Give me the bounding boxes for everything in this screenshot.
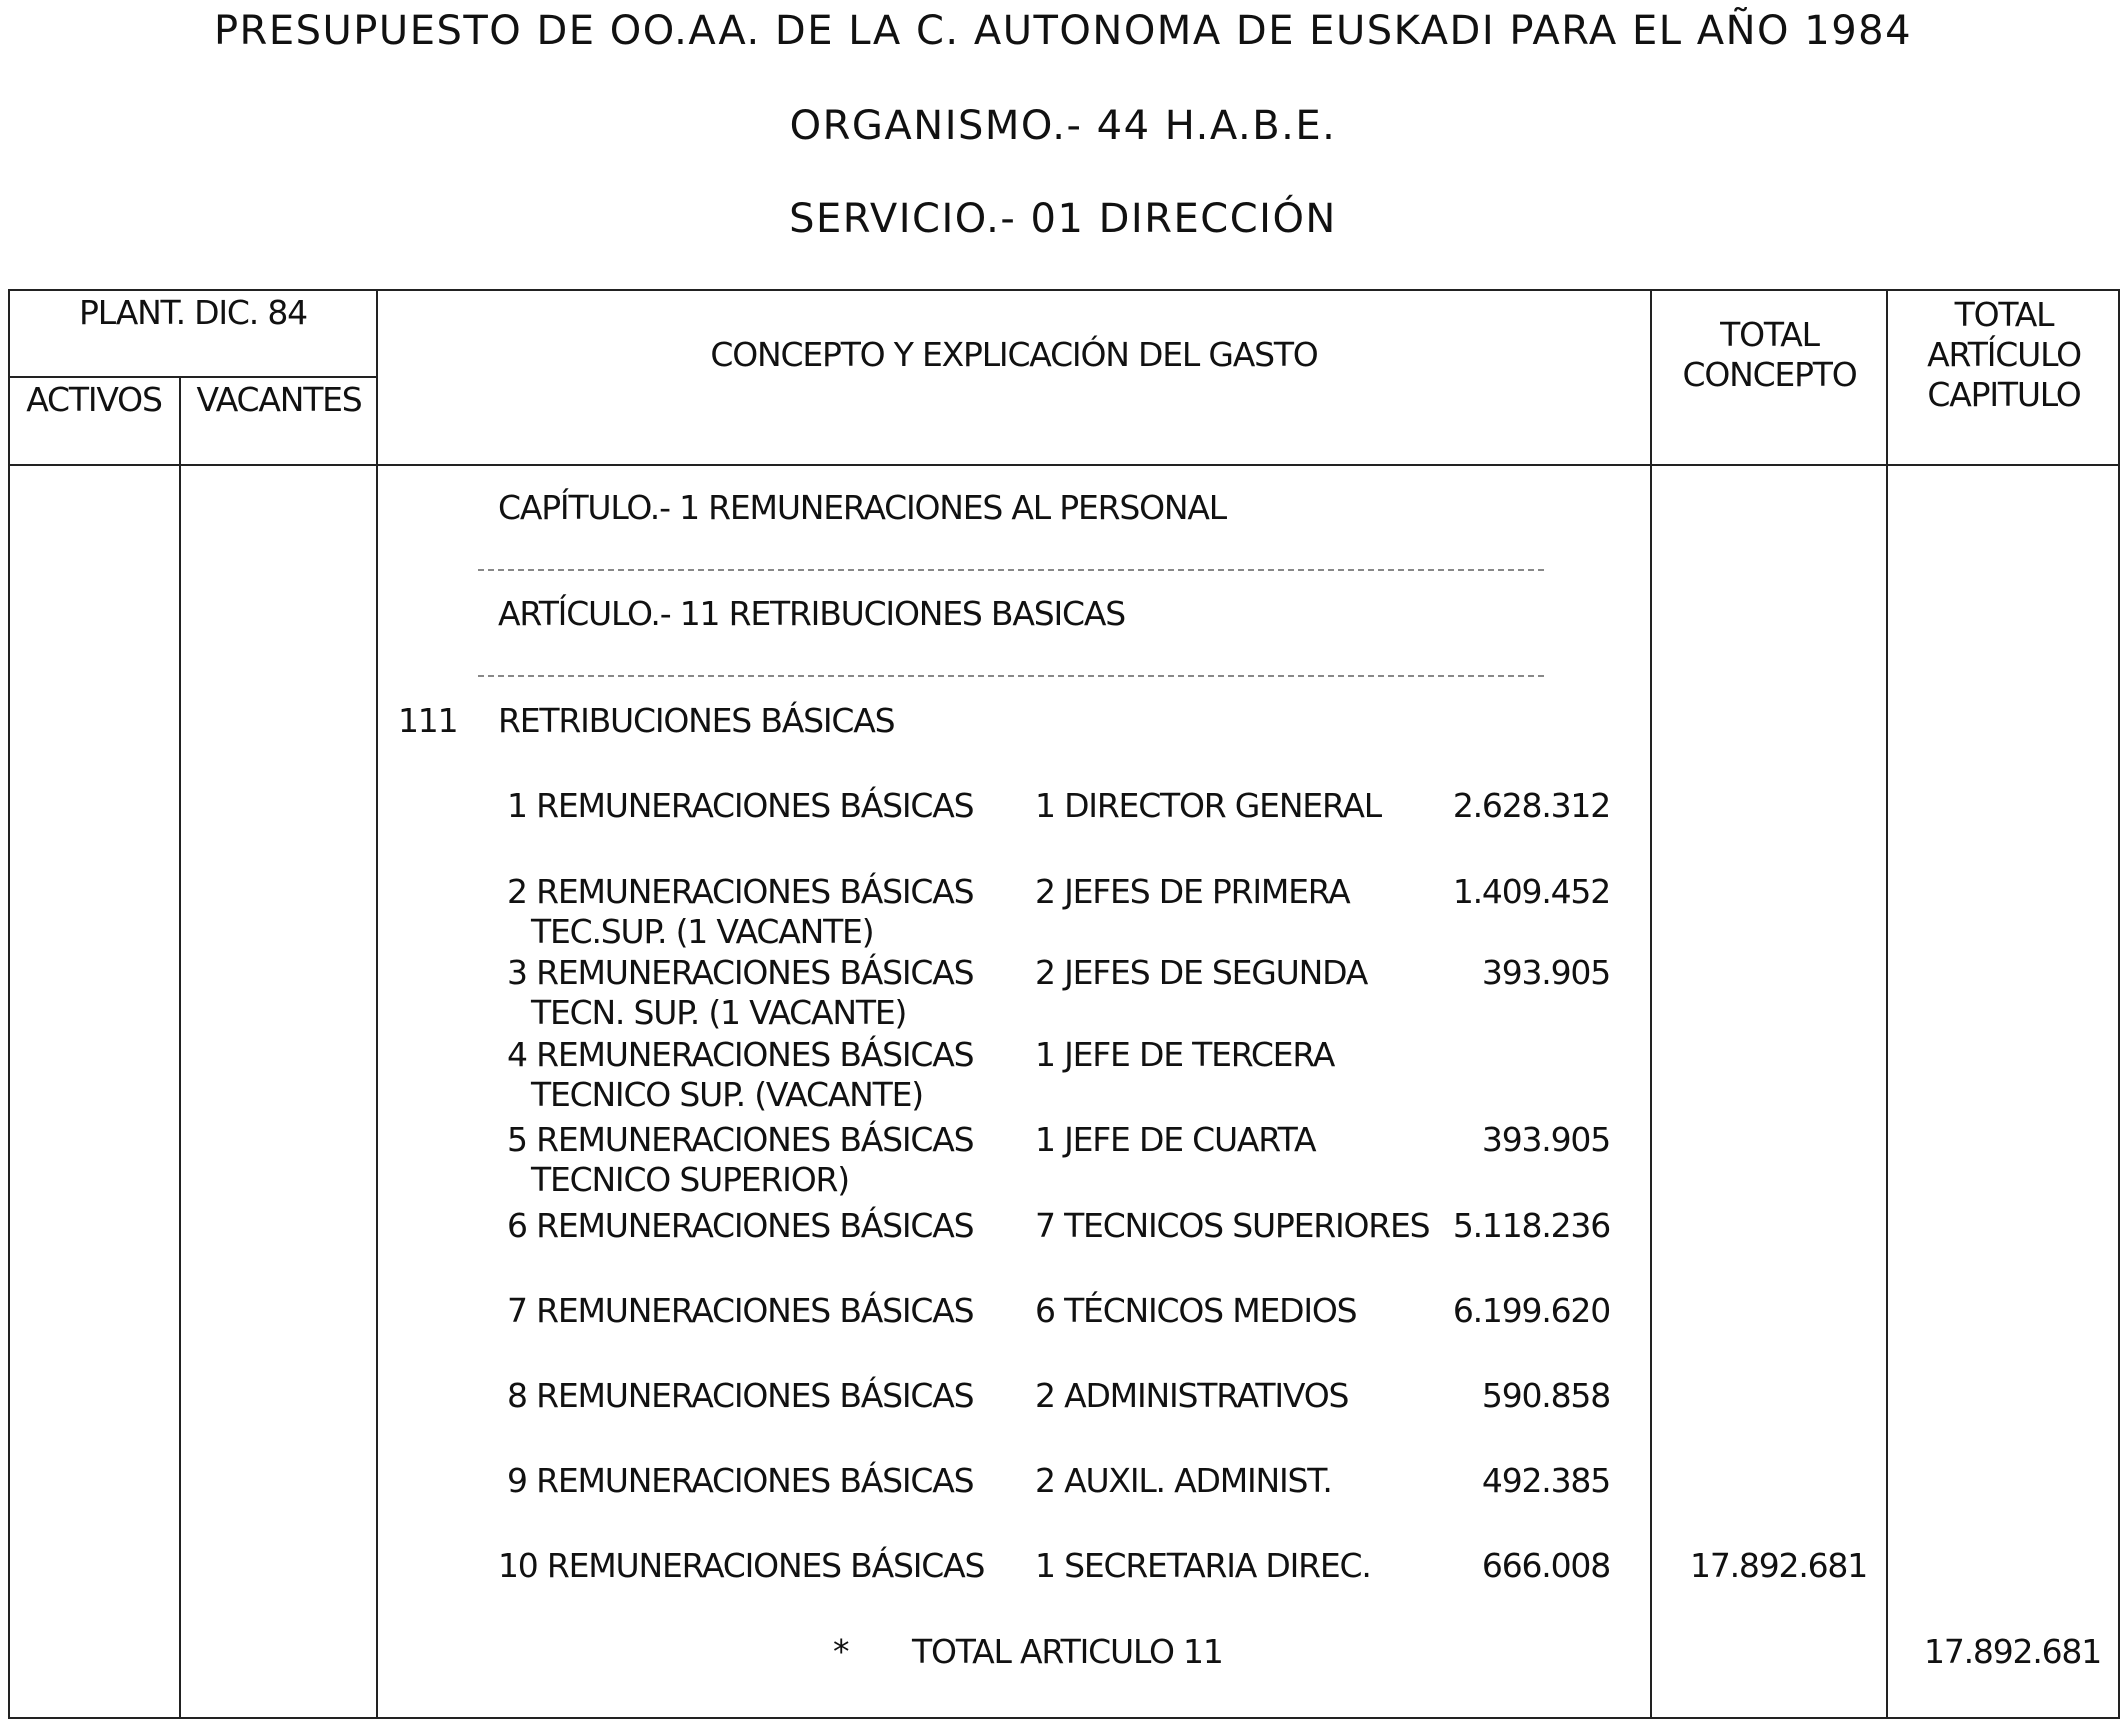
item-amount: 492.385 xyxy=(1481,1461,1610,1500)
item-description: 9 REMUNERACIONES BÁSICAS xyxy=(507,1461,974,1500)
item-post: 7 TECNICOS SUPERIORES xyxy=(1035,1206,1430,1245)
item-amount: 666.008 xyxy=(1481,1546,1610,1585)
document-title: PRESUPUESTO DE OO.AA. DE LA C. AUTONOMA DE EUSKADI PARA EL AÑO 1984 xyxy=(213,8,1913,54)
item-description: 3 REMUNERACIONES BÁSICAS xyxy=(507,953,974,992)
vacantes-header: VACANTES xyxy=(196,380,362,419)
item-post: 2 AUXIL. ADMINIST. xyxy=(1035,1461,1332,1500)
item-amount: 5.118.236 xyxy=(1452,1206,1610,1245)
item-description: 7 REMUNERACIONES BÁSICAS xyxy=(507,1291,974,1330)
item-description: 1 REMUNERACIONES BÁSICAS xyxy=(507,786,974,825)
total-articulo-line: CAPITULO xyxy=(1927,375,2081,414)
item-post: 1 JEFE DE CUARTA xyxy=(1035,1120,1316,1159)
separator-dashed xyxy=(478,675,1544,677)
articulo-heading: ARTÍCULO.- 11 RETRIBUCIONES BASICAS xyxy=(498,594,1125,633)
item-amount: 1.409.452 xyxy=(1452,872,1610,911)
item-post: 1 DIRECTOR GENERAL xyxy=(1035,786,1381,825)
item-description: 4 REMUNERACIONES BÁSICAS xyxy=(507,1035,974,1074)
item-post: 6 TÉCNICOS MEDIOS xyxy=(1035,1291,1357,1330)
item-description-detail: TECN. SUP. (1 VACANTE) xyxy=(531,993,907,1032)
item-amount: 393.905 xyxy=(1481,1120,1610,1159)
item-amount: 2.628.312 xyxy=(1452,786,1610,825)
capitulo-heading: CAPÍTULO.- 1 REMUNERACIONES AL PERSONAL xyxy=(498,488,1226,527)
item-description: 5 REMUNERACIONES BÁSICAS xyxy=(507,1120,974,1159)
concepto-header: CONCEPTO Y EXPLICACIÓN DEL GASTO xyxy=(710,335,1318,374)
item-post: 2 JEFES DE PRIMERA xyxy=(1035,872,1350,911)
total-articulo-line: TOTAL xyxy=(1954,295,2054,334)
item-description: 2 REMUNERACIONES BÁSICAS xyxy=(507,872,974,911)
total-concepto-line: CONCEPTO xyxy=(1682,355,1857,394)
item-post: 2 ADMINISTRATIVOS xyxy=(1035,1376,1349,1415)
organismo-heading: ORGANISMO.- 44 H.A.B.E. xyxy=(789,103,1337,149)
total-articulo-label: TOTAL ARTICULO 11 xyxy=(912,1632,1223,1671)
item-description-detail: TECNICO SUP. (VACANTE) xyxy=(531,1075,923,1114)
servicio-heading: SERVICIO.- 01 DIRECCIÓN xyxy=(789,196,1337,242)
total-concepto-line: TOTAL xyxy=(1720,315,1819,354)
activos-header: ACTIVOS xyxy=(26,380,162,419)
item-description-detail: TECNICO SUPERIOR) xyxy=(531,1160,849,1199)
item-description: 8 REMUNERACIONES BÁSICAS xyxy=(507,1376,974,1415)
concept-code: 111 xyxy=(398,701,458,740)
total-concepto-value: 17.892.681 xyxy=(1690,1546,1867,1585)
item-post: 1 JEFE DE TERCERA xyxy=(1035,1035,1335,1074)
item-description: 6 REMUNERACIONES BÁSICAS xyxy=(507,1206,974,1245)
item-amount: 590.858 xyxy=(1481,1376,1610,1415)
item-post: 1 SECRETARIA DIREC. xyxy=(1035,1546,1371,1585)
concept-label: RETRIBUCIONES BÁSICAS xyxy=(498,701,895,740)
separator-dashed xyxy=(478,569,1544,571)
item-amount: 6.199.620 xyxy=(1452,1291,1610,1330)
item-amount: 393.905 xyxy=(1481,953,1610,992)
item-post: 2 JEFES DE SEGUNDA xyxy=(1035,953,1368,992)
total-articulo-value: 17.892.681 xyxy=(1924,1632,2101,1671)
item-description-detail: TEC.SUP. (1 VACANTE) xyxy=(531,912,874,951)
plant-header: PLANT. DIC. 84 xyxy=(79,293,307,332)
item-description: 10 REMUNERACIONES BÁSICAS xyxy=(498,1546,985,1585)
total-articulo-line: ARTÍCULO xyxy=(1927,335,2081,374)
total-marker: * xyxy=(833,1632,849,1671)
